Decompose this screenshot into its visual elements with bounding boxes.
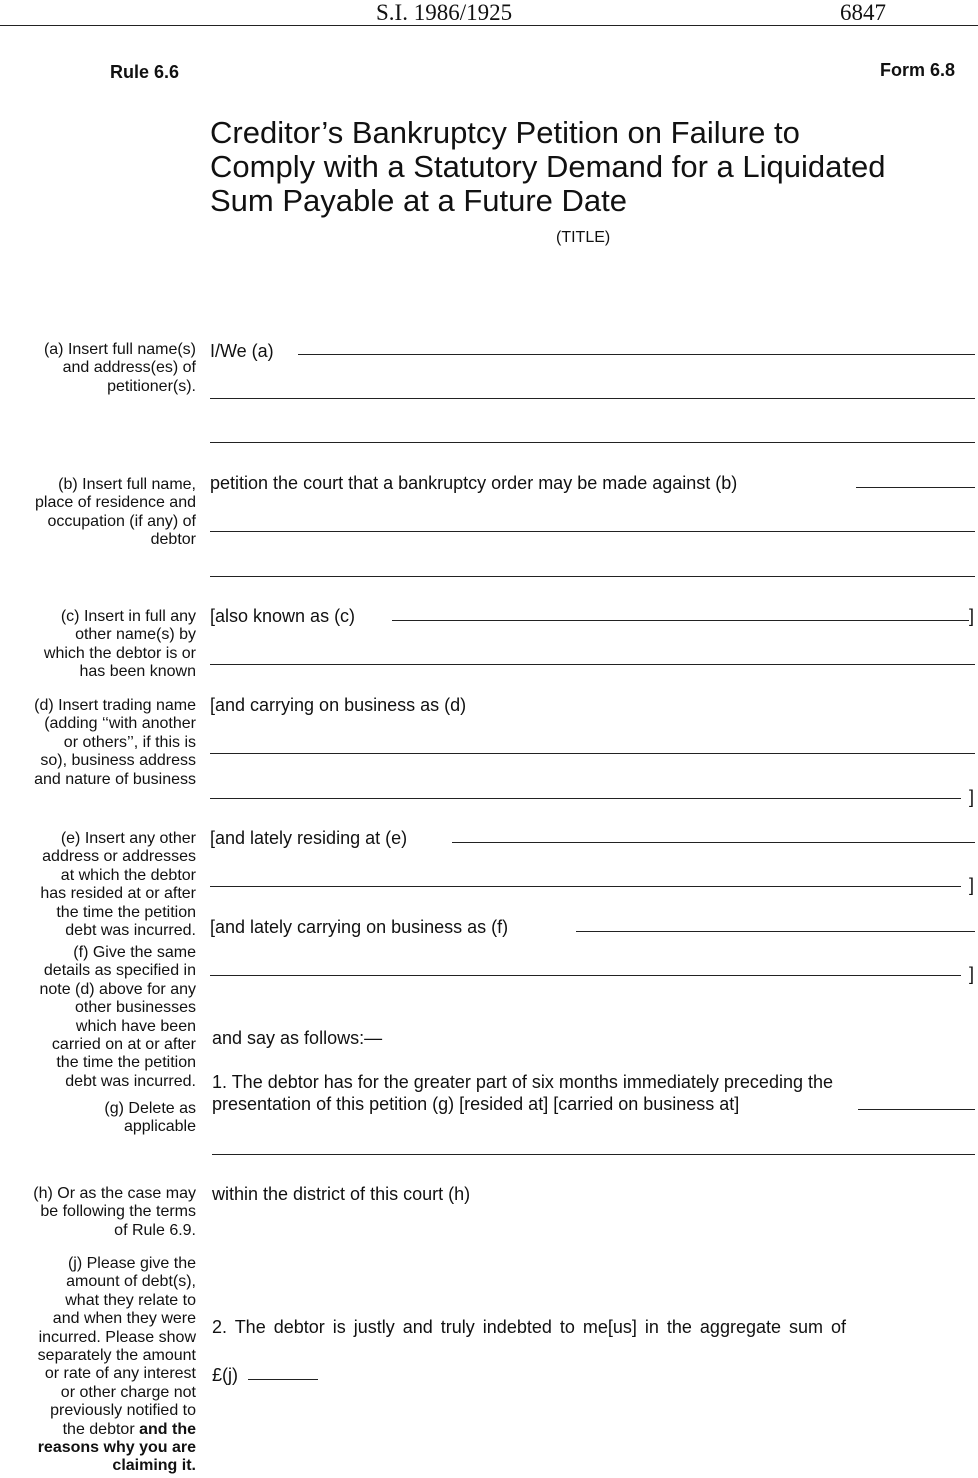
note-e: (e) Insert any other address or addresses at which the debtor has resided at or after the time the petition debt was incurred. <box>40 830 196 940</box>
amount-label: £(j) <box>212 1365 238 1385</box>
note-j: (j) Please give the amount of debt(s), what they relate to and when they were incurred. Please show separately the amount or rate of any interest or other charge not previously notified to the debtor and the reasons why you are claiming it. <box>37 1255 196 1475</box>
paragraph-1-line-2: presentation of this petition (g) [resided at] [carried on business at] <box>212 1094 740 1114</box>
note-b: (b) Insert full name, place of residence and occupation (if any) of debtor <box>35 476 196 549</box>
residing-label: [and lately residing at (e) <box>210 828 408 848</box>
debtor-field-3[interactable] <box>210 576 975 577</box>
lately-business-field-1[interactable] <box>576 931 975 932</box>
note-a: (a) Insert full name(s) and address(es) of petitioner(s). <box>43 341 196 395</box>
debtor-field-2[interactable] <box>210 531 975 532</box>
close-bracket: ] <box>969 606 975 626</box>
note-f: (f) Give the same details as specified in note (d) above for any other businesses which have been carried on at or after the time the petition debt was incurred. <box>39 944 196 1090</box>
paragraph-2: 2. The debtor is justly and truly indebted to me[us] in the aggregate sum of <box>212 1317 847 1337</box>
title-line: Comply with a Statutory Demand for a Liquidated <box>210 149 886 184</box>
note-c: (c) Insert in full any other name(s) by which the debtor is or has been known <box>43 608 196 681</box>
form-title <box>210 116 978 218</box>
lately-business-label: [and lately carrying on business as (f) <box>210 917 509 937</box>
close-bracket: ] <box>969 964 975 984</box>
aka-field[interactable] <box>392 620 969 621</box>
petitioner-field-2[interactable] <box>210 398 975 399</box>
district-text: within the district of this court (h) <box>212 1184 471 1204</box>
citation: S.I. 1986/1925 <box>376 0 513 25</box>
debtor-field-1[interactable] <box>856 487 975 488</box>
petitioner-field-1[interactable] <box>298 354 975 355</box>
residence-field-1[interactable] <box>858 1109 975 1110</box>
petition-text: petition the court that a bankruptcy order may be made against (b) <box>210 473 738 493</box>
lately-business-field-2[interactable] <box>210 975 961 976</box>
residing-field-1[interactable] <box>452 842 975 843</box>
title-line: Creditor’s Bankruptcy Petition on Failure to <box>210 115 800 150</box>
close-bracket: ] <box>969 875 975 895</box>
close-bracket: ] <box>969 787 975 807</box>
trading-label: [and carrying on business as (d) <box>210 695 467 715</box>
note-h: (h) Or as the case may be following the terms of Rule 6.9. <box>33 1185 196 1239</box>
aka-field-2[interactable] <box>210 664 975 665</box>
page-number: 6847 <box>840 0 886 25</box>
aka-label: [also known as (c) <box>210 606 356 626</box>
residence-field-2[interactable] <box>212 1154 975 1155</box>
amount-field[interactable] <box>248 1379 318 1380</box>
title-line: Sum Payable at a Future Date <box>210 183 628 218</box>
form-reference: Form 6.8 <box>880 60 956 80</box>
petitioner-label: I/We (a) <box>210 341 274 361</box>
note-d: (d) Insert trading name (adding ‘‘with another or others’’, if this is so), business address and nature of business <box>34 697 196 788</box>
trading-field-2[interactable] <box>210 798 961 799</box>
residing-field-2[interactable] <box>210 886 961 887</box>
petitioner-field-3[interactable] <box>210 442 975 443</box>
note-g: (g) Delete as applicable <box>104 1100 196 1136</box>
header-rule <box>0 25 978 26</box>
trading-field-1[interactable] <box>210 753 975 754</box>
rule-reference: Rule 6.6 <box>110 62 180 82</box>
say-as-follows: and say as follows:— <box>212 1028 383 1048</box>
form-subtitle: (TITLE) <box>556 229 611 246</box>
paragraph-1-line-1: 1. The debtor has for the greater part of six months immediately preceding the <box>212 1072 833 1092</box>
